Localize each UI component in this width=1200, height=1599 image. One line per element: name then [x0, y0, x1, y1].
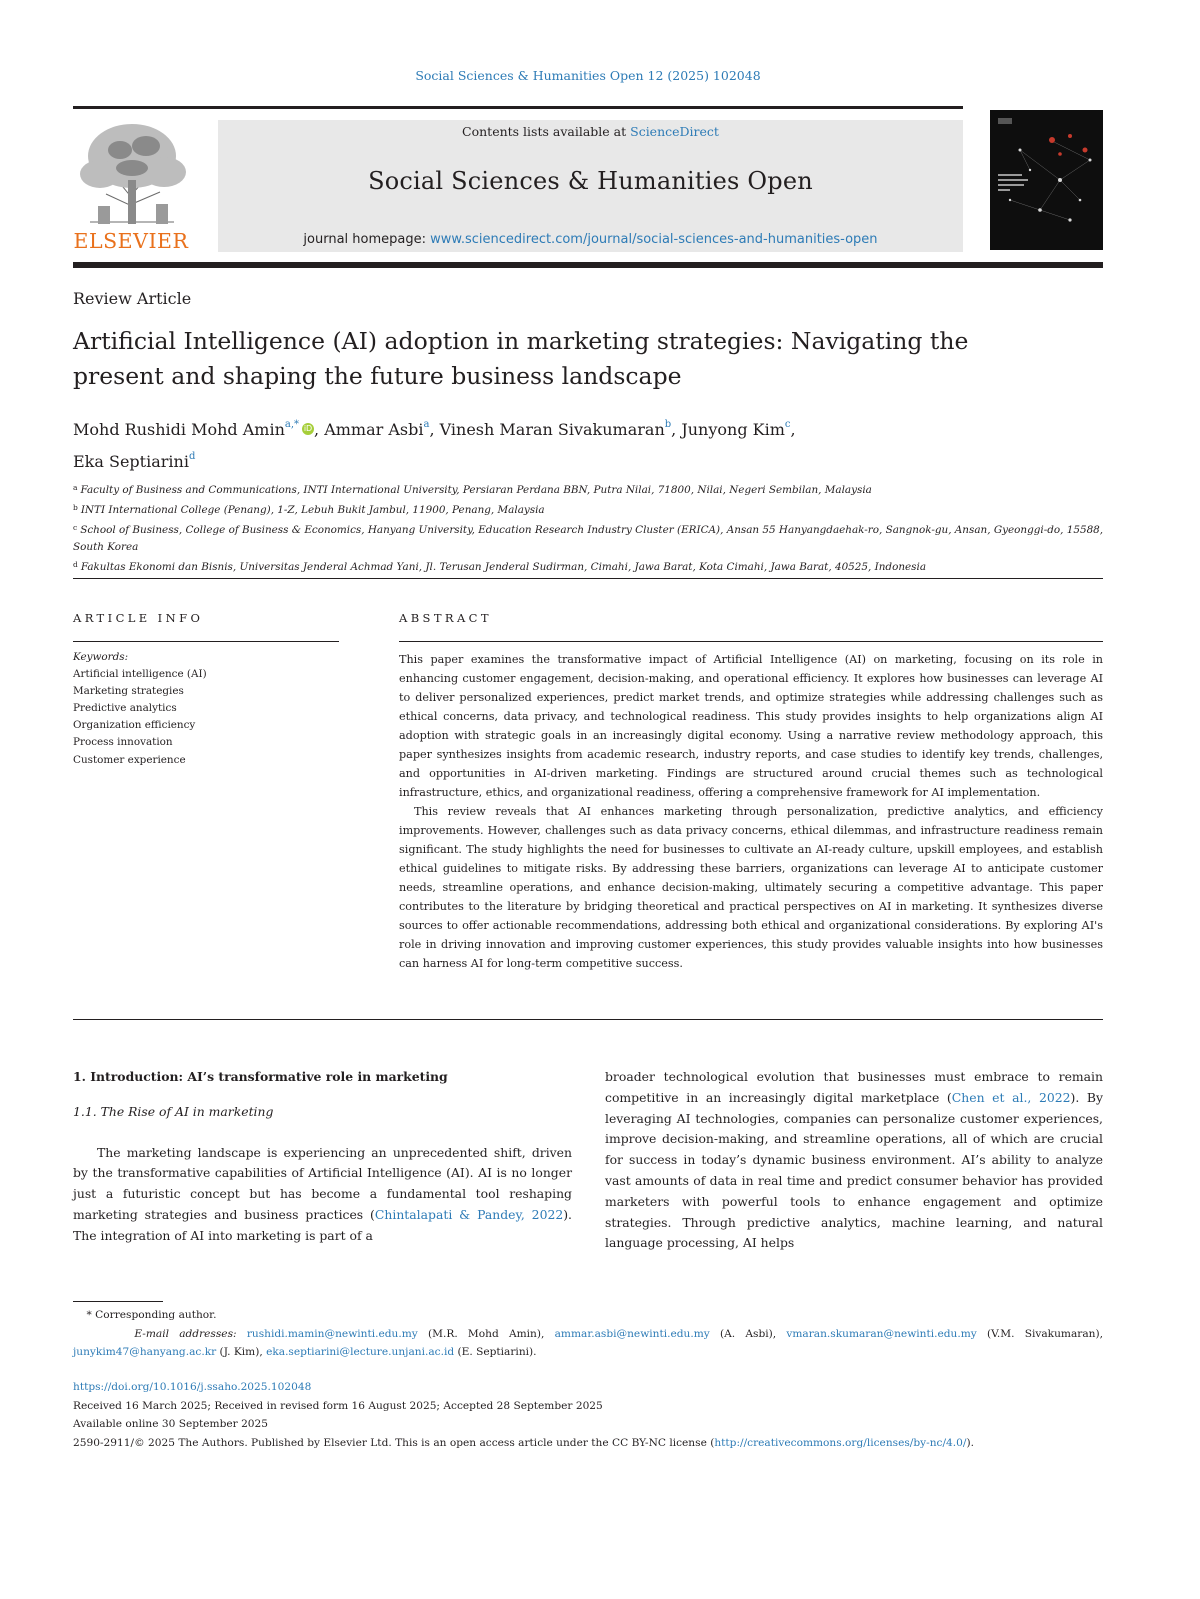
received-dates: Received 16 March 2025; Received in revised form 16 August 2025; Accepted 28 September 2025 [73, 1399, 603, 1412]
available-online: Available online 30 September 2025 [73, 1418, 269, 1431]
affiliation-item [73, 519, 1108, 556]
abstract-end-rule [73, 1019, 1103, 1020]
keywords-block [73, 649, 339, 769]
doi-link[interactable]: https://doi.org/10.1016/j.ssaho.2025.102048 [73, 1381, 312, 1393]
email-link[interactable]: ammar.asbi@newinti.edu.my [554, 1327, 710, 1340]
author-affiliation-marker[interactable]: a [423, 419, 430, 430]
abstract-paragraph: This review reveals that AI enhances marketing through personalization, predictive analytics, and efficiency improvements. However, challenges such as data privacy concerns, ethical dilemmas, and infrastructure readiness remain significant. The study highlights the need for businesses to cultivate an AI-ready culture, upskill employees, and establish ethical guidelines to mitigate risks. By addressing these barriers, organizations can leverage AI to anticipate customer needs, streamline operations, and enhance decision-making, ultimately securing a competitive advantage. This paper contributes to the literature by bridging theoretical and practical perspectives on AI in marketing. It synthesizes diverse sources to offer actionable recommendations, addressing both ethical and organizational considerations. By exploring AI's role in driving innovation and improving customer experiences, this study provides valuable insights into how businesses can harness AI for long-term competitive success. [399, 805, 1103, 970]
author-name[interactable]: Junyong Kim [681, 420, 785, 439]
article-type: Review Article [73, 289, 192, 308]
citation-link[interactable]: Chen et al., 2022 [951, 1089, 1071, 1105]
email-link[interactable]: vmaran.skumaran@newinti.edu.my [786, 1327, 977, 1340]
header-bottom-rule [73, 262, 1103, 268]
author-affiliation-marker[interactable]: c [784, 419, 791, 430]
contents-line [218, 124, 963, 139]
article-info-rule [73, 641, 339, 642]
email-label: E-mail addresses: [134, 1327, 237, 1340]
author-name[interactable]: Mohd Rushidi Mohd Amin [73, 420, 285, 439]
abstract-paragraph: This paper examines the transformative impact of Artificial Intelligence (AI) on marketing, focusing on its role in enhancing customer engagement, decision-making, and operational efficiency. It explores how businesses can leverage AI to deliver personalized experiences, predict market trends, and optimize strategies while addressing challenges such as ethical concerns, data privacy, and technological readiness. This study provides insights to help organizations align AI adoption with strategic goals in an increasingly digital economy. Using a narrative review methodology approach, this paper synthesizes insights from academic research, industry reports, and case studies to identify key trends, challenges, and opportunities in AI-driven marketing. Findings are structured around crucial themes such as technological infrastructure, ethics, and organizational readiness, offering a comprehensive framework for AI implementation. [399, 653, 1103, 799]
license-text: 2590-2911/© 2025 The Authors. Published by Elsevier Ltd. This is an open access article under the CC BY-NC license ( [73, 1436, 715, 1449]
title-line: present and shaping the future business landscape [73, 362, 682, 390]
body-text: ). By leveraging AI technologies, companies can personalize customer experiences, improve decision-making, and streamline operations, all of which are crucial for success in today’s dynamic business environment. AI’s ability to analyze vast amounts of data in real time and predict consumer behavior has provided marketers with powerful tools to enhance engagement and optimize strategies. Through predictive analytics, machine learning, and natural language processing, AI helps [605, 1089, 1103, 1251]
journal-banner [218, 120, 963, 252]
author-affiliation-marker[interactable]: a,* [284, 419, 300, 430]
abstract-body [399, 650, 1103, 973]
keyword-item: Process innovation [73, 736, 173, 749]
author-affiliation-marker[interactable]: b [664, 419, 672, 430]
title-line: Artificial Intelligence (AI) adoption in marketing strategies: Navigating the [73, 327, 969, 355]
email-owner: (M.R. Mohd Amin), [417, 1327, 555, 1340]
author-name[interactable]: Ammar Asbi [324, 420, 424, 439]
abstract-heading: ABSTRACT [399, 611, 492, 625]
email-link[interactable]: rushidi.mamin@newinti.edu.my [246, 1327, 418, 1340]
contents-prefix: Contents lists available at [462, 124, 631, 139]
section-heading: 1. Introduction: AI’s transformative role in marketing [73, 1069, 448, 1084]
corresponding-author-note: * Corresponding author. [73, 1309, 217, 1321]
journal-name: Social Sciences & Humanities Open [368, 167, 813, 195]
author-affiliation-marker[interactable]: d [188, 451, 196, 462]
keyword-item: Customer experience [73, 753, 186, 766]
keyword-item: Marketing strategies [73, 685, 184, 698]
body-text: ). The integration of AI into marketing is part of a [73, 1206, 572, 1243]
keyword-item: Artificial intelligence (AI) [73, 668, 207, 681]
body-column-right [605, 1067, 1103, 1254]
body-text: broader technological evolution that businesses must embrace to remain competitive in an increasingly digital marketplace ( [605, 1069, 1103, 1105]
article-history [73, 1378, 1103, 1452]
affiliation-text: Fakultas Ekonomi dan Bisnis, Universitas Jenderal Achmad Yani, Jl. Terusan Jenderal Sudirman, Cimahi, Jawa Barat, Kota Cimahi, Jawa Barat, 40525, Indonesia [80, 561, 927, 573]
homepage-link[interactable]: www.sciencedirect.com/journal/social-sciences-and-humanities-open [430, 232, 878, 247]
corresponding-text: Corresponding author. [95, 1309, 217, 1321]
header-top-rule [73, 106, 963, 109]
author-name[interactable]: Vinesh Maran Sivakumaran [439, 420, 665, 439]
license-tail: ). [966, 1436, 974, 1449]
email-link[interactable]: eka.septiarini@lecture.unjani.ac.id [266, 1346, 455, 1358]
affiliation-key: d [73, 560, 78, 569]
body-paragraph [605, 1067, 1103, 1254]
affiliation-item [73, 556, 1108, 576]
orcid-icon[interactable]: iD [303, 424, 313, 433]
email-owner: (V.M. Sivakumaran), [976, 1327, 1103, 1340]
email-link[interactable]: junykim47@hanyang.ac.kr [73, 1346, 217, 1358]
affiliation-divider [73, 578, 1103, 579]
email-owner: (E. Septiarini). [454, 1346, 537, 1358]
elsevier-wordmark: ELSEVIER [73, 229, 189, 253]
homepage-prefix: journal homepage: [303, 232, 431, 247]
keyword-item: Predictive analytics [73, 702, 177, 715]
footnote-rule [73, 1301, 163, 1302]
affiliation-key: c [73, 523, 78, 532]
affiliation-list [73, 479, 1108, 576]
article-title [73, 324, 1103, 394]
subsection-heading: 1.1. The Rise of AI in marketing [73, 1103, 274, 1119]
affiliation-item [73, 499, 1108, 519]
affiliation-key: a [73, 483, 78, 492]
author-separator: , [671, 420, 682, 439]
author-list [73, 411, 1103, 475]
author-name[interactable]: Eka Septiarini [73, 452, 189, 471]
journal-homepage [218, 232, 963, 247]
affiliation-text: School of Business, College of Business & Economics, Hanyang University, Education Research Industry Cluster (ERICA), Ansan 55 Hanyangdaehak-ro, Sangnok-gu, Ansan, Gyeonggi-do, 15588, South Korea [73, 524, 1104, 553]
email-addresses [73, 1325, 1103, 1362]
license-link[interactable]: http://creativecommons.org/licenses/by-nc/4.0/ [714, 1436, 967, 1449]
citation-link[interactable]: Chintalapati & Pandey, 2022 [374, 1206, 564, 1222]
affiliation-item [73, 479, 1108, 499]
author-separator: , [429, 420, 440, 439]
keywords-label: Keywords: [73, 651, 129, 663]
abstract-rule [399, 641, 1103, 642]
journal-cover-image[interactable] [990, 110, 1103, 250]
affiliation-text: Faculty of Business and Communications, INTI International University, Persiaran Perdana BBN, Putra Nilai, 71800, Nilai, Negeri Sembilan, Malaysia [80, 484, 872, 496]
article-info-heading: ARTICLE INFO [73, 611, 204, 625]
email-owner: (J. Kim), [216, 1346, 267, 1358]
email-owner: (A. Asbi), [709, 1327, 787, 1340]
author-separator: , [314, 420, 325, 439]
footnote [73, 1306, 1103, 1362]
author-separator: , [790, 420, 796, 439]
running-head[interactable]: Social Sciences & Humanities Open 12 (2025) 102048 [415, 68, 761, 83]
keyword-item: Organization efficiency [73, 719, 196, 732]
body-column-left [73, 1067, 572, 1247]
body-text: The marketing landscape is experiencing an unprecedented shift, driven by the transformative capabilities of Artificial Intelligence (AI). AI is no longer just a futuristic concept but has become a fundamental tool reshaping marketing strategies and business practices ( [73, 1144, 572, 1222]
affiliation-text: INTI International College (Penang), 1-Z, Lebuh Bukit Jambul, 11900, Penang, Malaysia [80, 504, 545, 516]
affiliation-key: b [73, 503, 78, 512]
sciencedirect-link[interactable]: ScienceDirect [630, 124, 719, 139]
license-statement [73, 1434, 1103, 1453]
body-paragraph [73, 1143, 572, 1247]
